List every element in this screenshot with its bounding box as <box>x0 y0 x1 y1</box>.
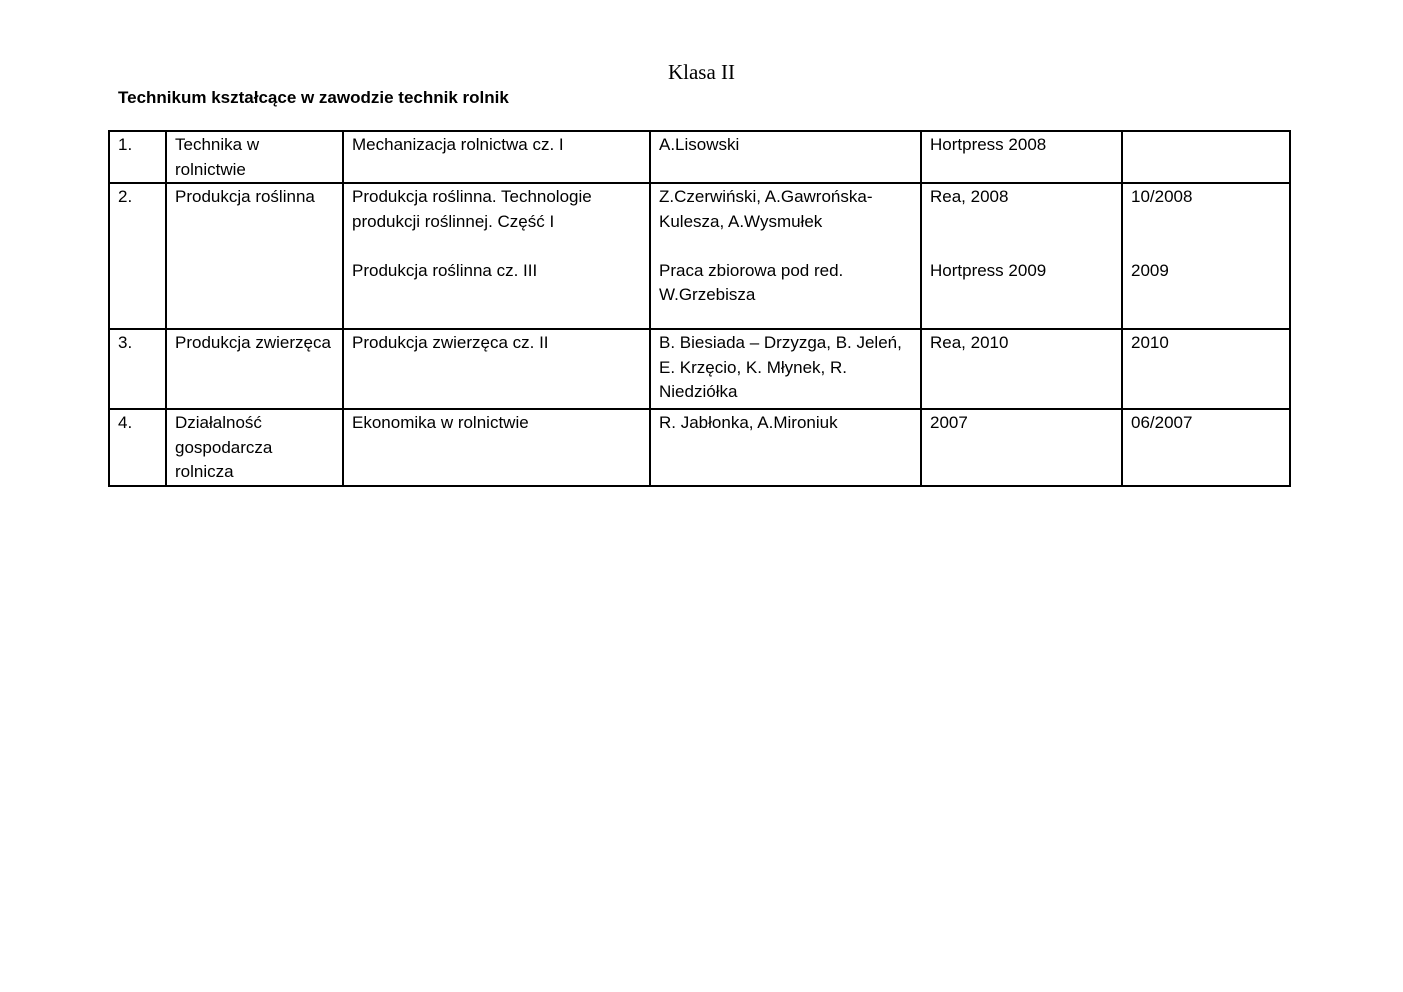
book-title-cell <box>343 183 650 329</box>
publisher-cell <box>921 183 1122 329</box>
authors-cell: R. Jabłonka, A.Mironiuk <box>650 409 921 486</box>
page-title: Klasa II <box>667 60 736 84</box>
document-subtitle: Technikum kształcące w zawodzie technik rolnik <box>118 88 509 107</box>
textbook-table <box>108 130 1291 487</box>
table-row <box>109 131 1290 183</box>
book-title-cell: Mechanizacja rolnictwa cz. I <box>343 131 650 183</box>
date-cell <box>1122 131 1290 183</box>
row-number-cell: 1. <box>109 131 166 183</box>
authors-cell: A.Lisowski <box>650 131 921 183</box>
date: 2009 <box>1131 260 1169 280</box>
book-title: Produkcja roślinna. Technologie produkcji roślinnej. Część I <box>352 187 592 231</box>
book-title-cell: Ekonomika w rolnictwie <box>343 409 650 486</box>
authors: Z.Czerwiński, A.Gawrońska-Kulesza, A.Wysmułek <box>659 187 873 231</box>
subject-cell: Produkcja zwierzęca <box>166 329 343 409</box>
publisher-cell: Rea, 2010 <box>921 329 1122 409</box>
date-cell: 2010 <box>1122 329 1290 409</box>
book-title: Produkcja roślinna cz. III <box>352 260 538 280</box>
publisher-cell: Hortpress 2008 <box>921 131 1122 183</box>
publisher: Hortpress 2009 <box>930 260 1047 280</box>
table-row <box>109 409 1290 486</box>
authors-cell: B. Biesiada – Drzyzga, B. Jeleń, E. Krzęcio, K. Młynek, R. Niedziółka <box>650 329 921 409</box>
subject-cell: Technika w rolnictwie <box>166 131 343 183</box>
publisher: Rea, 2008 <box>930 187 1009 206</box>
date-cell <box>1122 183 1290 329</box>
row-number-cell: 4. <box>109 409 166 486</box>
authors-cell <box>650 183 921 329</box>
subject-cell: Działalność gospodarcza rolnicza <box>166 409 343 486</box>
row-number-cell: 3. <box>109 329 166 409</box>
table-row <box>109 183 1290 329</box>
publisher-cell: 2007 <box>921 409 1122 486</box>
date-cell: 06/2007 <box>1122 409 1290 486</box>
row-number-cell: 2. <box>109 183 166 329</box>
authors: Praca zbiorowa pod red. W.Grzebisza <box>659 260 844 304</box>
table-row <box>109 329 1290 409</box>
subject-cell: Produkcja roślinna <box>166 183 343 329</box>
date: 10/2008 <box>1131 187 1193 206</box>
book-title-cell: Produkcja zwierzęca cz. II <box>343 329 650 409</box>
